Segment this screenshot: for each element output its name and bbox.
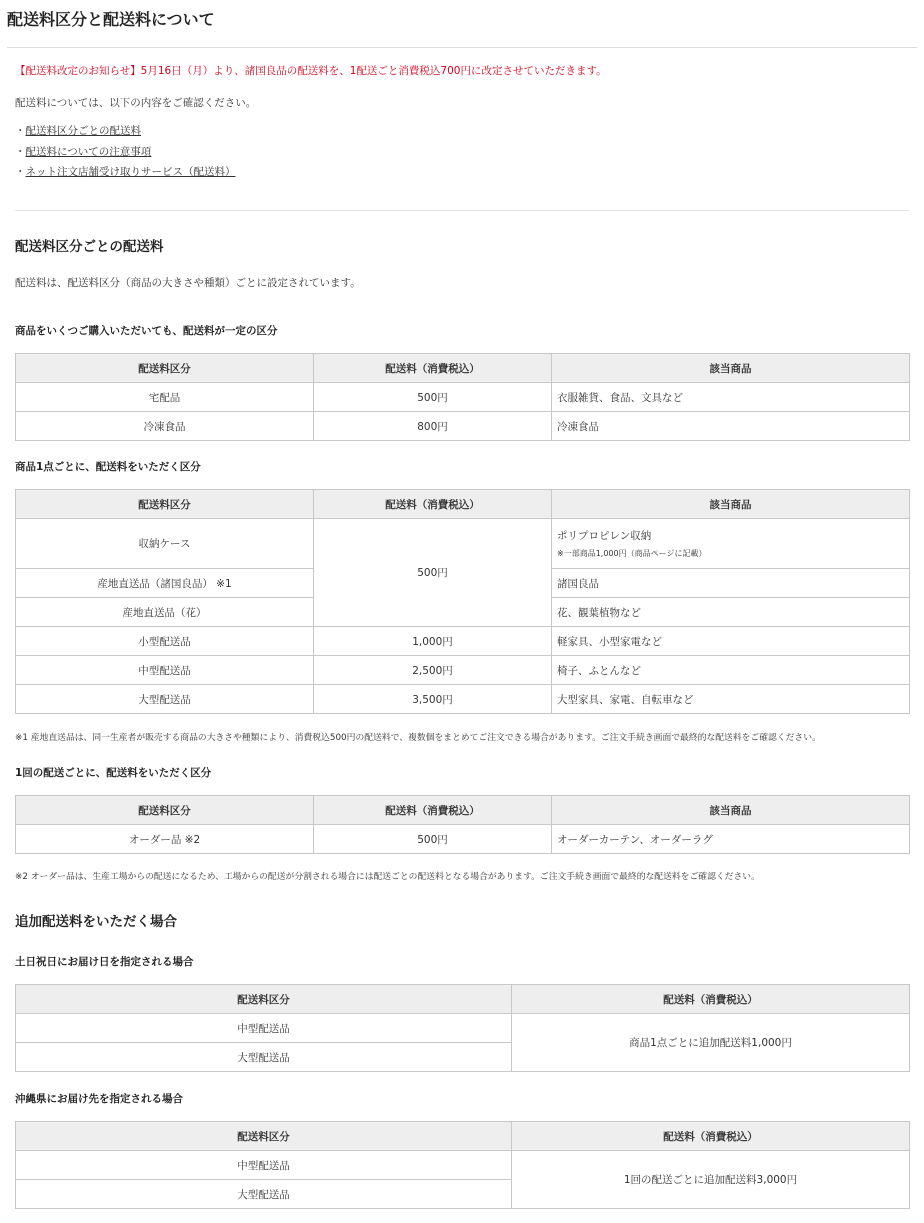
fixed-fee-table (15, 353, 910, 441)
col-header-category: 配送料区分 (16, 796, 314, 825)
table-row (16, 519, 910, 569)
list-item: ・ネット注文店舗受け取りサービス（配送料） (15, 166, 236, 178)
cell-items: オーダーカーテン、オーダーラグ (552, 825, 910, 854)
cell-items (552, 519, 910, 569)
table-header-row (16, 985, 910, 1014)
cell-category: オーダー品 ※2 (16, 825, 314, 854)
anchor-links (15, 124, 236, 186)
okinawa-fee-table (15, 1121, 910, 1209)
cell-fee: 500円 (314, 383, 552, 412)
table-header-row (16, 490, 910, 519)
col-header-items: 該当商品 (552, 354, 910, 383)
col-header-category: 配送料区分 (16, 490, 314, 519)
cell-fee: 3,500円 (314, 685, 552, 714)
list-item: ・配送料についての注意事項 (15, 145, 152, 158)
cell-fee: 商品1点ごとに追加配送料1,000円 (512, 1014, 910, 1072)
cell-items: 花、観葉植物など (552, 598, 910, 627)
table-row (16, 627, 910, 656)
table-row (16, 685, 910, 714)
item-text: ポリプロピレン収納 (557, 530, 652, 542)
table2-title: 商品1点ごとに、配送料をいただく区分 (15, 461, 201, 473)
cell-items: 椅子、ふとんなど (552, 656, 910, 685)
link-fee-by-category[interactable]: 配送料区分ごとの配送料 (25, 125, 141, 137)
col-header-items: 該当商品 (552, 796, 910, 825)
cell-items: 衣服雑貨、食品、文具など (552, 383, 910, 412)
cell-category: 大型配送品 (16, 1043, 512, 1072)
cell-category: 宅配品 (16, 383, 314, 412)
table5-title: 沖縄県にお届け先を指定される場合 (15, 1093, 183, 1105)
cell-items: 軽家具、小型家電など (552, 627, 910, 656)
table-row (16, 825, 910, 854)
divider (7, 47, 917, 48)
cell-category: 産地直送品（花） (16, 598, 314, 627)
table-row (16, 412, 910, 441)
table-row (16, 656, 910, 685)
table-header-row (16, 796, 910, 825)
link-fee-notes[interactable]: 配送料についての注意事項 (25, 145, 152, 158)
cell-fee: 1回の配送ごとに追加配送料3,000円 (512, 1151, 910, 1209)
table-row (16, 383, 910, 412)
cell-fee: 1,000円 (314, 627, 552, 656)
table-header-row (16, 1122, 910, 1151)
table-row (16, 1151, 910, 1180)
table4-title: 土日祝日にお届け日を指定される場合 (15, 956, 194, 968)
cell-category: 中型配送品 (16, 656, 314, 685)
cell-category: 小型配送品 (16, 627, 314, 656)
table3-title: 1回の配送ごとに、配送料をいただく区分 (15, 767, 212, 779)
footnote-1: ※1 産地直送品は、同一生産者が販売する商品の大きさや種類により、消費税込500円の配送料で、複数個をまとめてご注文できる場合があります。ご注文手続き画面で最終的な配送料をご確認ください。 (15, 733, 821, 743)
cell-items: 冷凍食品 (552, 412, 910, 441)
price-change-notice: 【配送料改定のお知らせ】5月16日（月）より、諸国良品の配送料を、1配送ごと消費税込700円に改定させていただきます。 (15, 65, 607, 77)
col-header-fee: 配送料（消費税込） (512, 1122, 910, 1151)
section-heading-additional-fee: 追加配送料をいただく場合 (15, 914, 177, 930)
section-description: 配送料は、配送料区分（商品の大きさや種類）ごとに設定されています。 (15, 277, 361, 289)
cell-category: 大型配送品 (16, 685, 314, 714)
per-item-fee-table (15, 489, 910, 714)
cell-category: 中型配送品 (16, 1014, 512, 1043)
footnote-2: ※2 オーダー品は、生産工場からの配送になるため、工場からの配送が分割される場合には配送ごとの配送料となる場合があります。ご注文手続き画面で最終的な配送料をご確認ください。 (15, 872, 760, 882)
intro-text: 配送料については、以下の内容をご確認ください。 (15, 97, 257, 109)
list-item: ・配送料区分ごとの配送料 (15, 125, 141, 137)
item-subnote: ※一部商品1,000円（商品ページに記載） (557, 549, 707, 558)
cell-category: 冷凍食品 (16, 412, 314, 441)
link-store-pickup[interactable]: ネット注文店舗受け取りサービス（配送料） (25, 166, 236, 178)
cell-fee: 500円 (314, 825, 552, 854)
cell-category: 産地直送品（諸国良品） ※1 (16, 569, 314, 598)
cell-fee: 2,500円 (314, 656, 552, 685)
section-heading-fee-by-category: 配送料区分ごとの配送料 (15, 239, 164, 255)
col-header-category: 配送料区分 (16, 1122, 512, 1151)
divider (15, 210, 909, 211)
table1-title: 商品をいくつご購入いただいても、配送料が一定の区分 (15, 325, 278, 337)
col-header-fee: 配送料（消費税込） (512, 985, 910, 1014)
col-header-items: 該当商品 (552, 490, 910, 519)
cell-fee: 500円 (314, 519, 552, 627)
table-header-row (16, 354, 910, 383)
cell-category: 収納ケース (16, 519, 314, 569)
cell-category: 中型配送品 (16, 1151, 512, 1180)
cell-category: 大型配送品 (16, 1180, 512, 1209)
weekend-fee-table (15, 984, 910, 1072)
cell-fee: 800円 (314, 412, 552, 441)
page-title: 配送料区分と配送料について (7, 10, 215, 29)
col-header-fee: 配送料（消費税込） (314, 354, 552, 383)
col-header-category: 配送料区分 (16, 354, 314, 383)
col-header-fee: 配送料（消費税込） (314, 796, 552, 825)
cell-items: 大型家具、家電、自転車など (552, 685, 910, 714)
table-row (16, 1014, 910, 1043)
col-header-category: 配送料区分 (16, 985, 512, 1014)
cell-items: 諸国良品 (552, 569, 910, 598)
col-header-fee: 配送料（消費税込） (314, 490, 552, 519)
per-delivery-fee-table (15, 795, 910, 854)
